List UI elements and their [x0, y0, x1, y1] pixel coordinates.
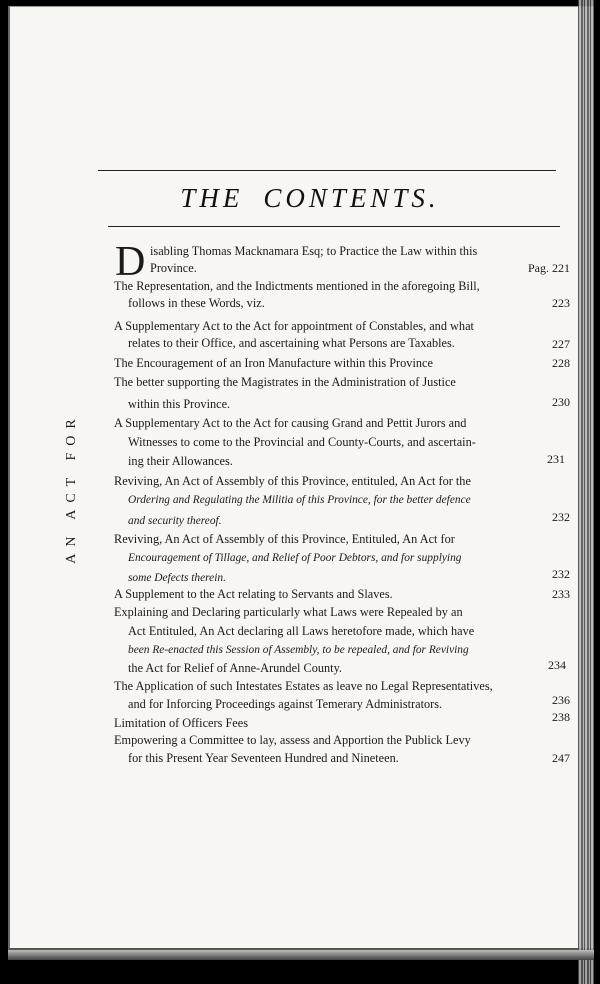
entry-10-line-4: the Act for Relief of Anne-Arundel County. [128, 661, 343, 675]
entry-6-page: 231 [547, 452, 565, 466]
entry-2-line-1: The Representation, and the Indictments mentioned in the aforegoing Bill, [114, 279, 480, 293]
entry-1-page: Pag. 221 [528, 261, 570, 275]
entry-5-page: 230 [552, 395, 570, 409]
page-edge-bottom [8, 950, 594, 960]
entry-8-page: 232 [552, 567, 570, 581]
entry-11-line-2: and for Inforcing Proceedings against Temerary Administrators. [128, 697, 443, 711]
entry-6-line-2: Witnesses to come to the Provincial and County-Courts, and ascertain- [128, 435, 476, 449]
entry-5-line-1: The better supporting the Magistrates in the Administration of Justice [114, 375, 456, 389]
entry-1-line-1: isabling Thomas Macknamara Esq; to Practice the Law within this [150, 244, 478, 258]
entry-10-line-3: been Re-enacted this Session of Assembly, to be repealed, and for Reviving [128, 644, 469, 656]
page-title: THE CONTENTS. [180, 183, 440, 213]
entry-5-line-2: within this Province. [128, 397, 231, 411]
entry-4-page: 228 [552, 356, 570, 370]
entry-10-line-1: Explaining and Declaring particularly what Laws were Repealed by an [114, 605, 463, 619]
top-rule [98, 170, 556, 171]
entry-8-line-1: Reviving, An Act of Assembly of this Province, Entituled, An Act for [114, 532, 455, 546]
entry-9-line-1: A Supplement to the Act relating to Servants and Slaves. [114, 587, 393, 601]
entry-6-line-3: ing their Allowances. [128, 454, 233, 468]
entry-10-page: 234 [548, 658, 566, 672]
entry-7-line-1: Reviving, An Act of Assembly of this Province, entituled, An Act for the [114, 474, 471, 488]
entry-13-line-2: for this Present Year Seventeen Hundred and Nineteen. [128, 751, 399, 765]
entry-11-line-1: The Application of such Intestates Estates as leave no Legal Representatives, [114, 679, 493, 693]
entry-8-line-3: some Defects therein. [128, 572, 226, 584]
entry-6-line-1: A Supplementary Act to the Act for causing Grand and Pettit Jurors and [114, 416, 467, 430]
entry-3-line-2: relates to their Office, and ascertaining what Persons are Taxables. [128, 336, 455, 350]
entry-10-line-2: Act Entituled, An Act declaring all Laws heretofore made, which have [128, 624, 475, 638]
entry-1-line-2: Province. [150, 261, 197, 275]
entry-2-page: 223 [552, 296, 570, 310]
entry-2-line-2: follows in these Words, viz. [128, 296, 265, 310]
entry-7-line-3: and security thereof. [128, 515, 222, 527]
entry-13-page: 247 [552, 751, 570, 765]
entry-8-line-2: Encouragement of Tillage, and Relief of Poor Debtors, and for supplying [128, 552, 462, 564]
entry-9-page: 233 [552, 587, 570, 601]
entry-7-line-2: Ordering and Regulating the Militia of this Province, for the better defence [128, 494, 471, 506]
drop-cap: D [115, 239, 146, 285]
entry-12-line-1: Limitation of Officers Fees [114, 716, 248, 730]
entry-4-line-1: The Encouragement of an Iron Manufacture within this Province [114, 356, 433, 370]
entry-3-page: 227 [552, 337, 570, 351]
entry-11-page: 236 [552, 693, 570, 707]
entry-13-line-1: Empowering a Committee to lay, assess and Apportion the Publick Levy [114, 733, 471, 747]
entry-7-page: 232 [552, 510, 570, 524]
page-edge-right [578, 0, 594, 984]
side-caption: AN ACT FOR [64, 412, 79, 564]
entry-3-line-1: A Supplementary Act to the Act for appointment of Constables, and what [114, 319, 474, 333]
entry-12-page: 238 [552, 710, 570, 724]
bottom-rule [108, 226, 560, 227]
